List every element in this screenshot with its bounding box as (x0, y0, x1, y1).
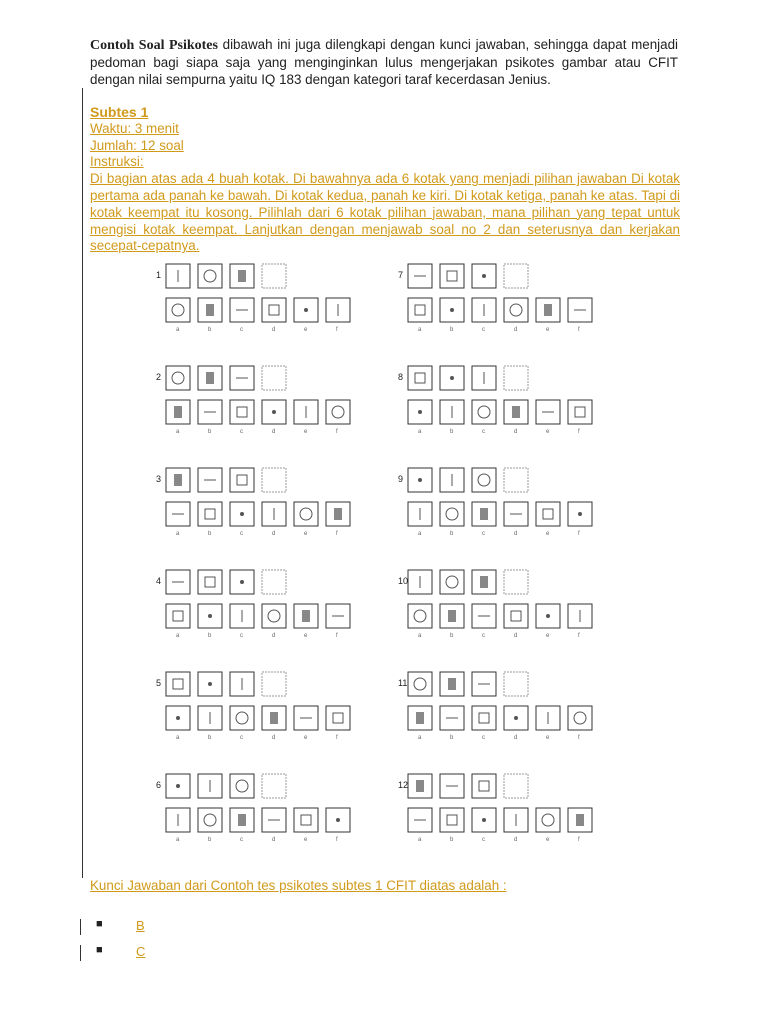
option-letter: a (418, 531, 422, 537)
option-letter: b (450, 429, 454, 435)
option-box (230, 706, 254, 730)
problem-box (166, 366, 190, 390)
option-letter: a (418, 735, 422, 741)
problem-box (198, 264, 222, 288)
option-letter: b (208, 531, 212, 537)
option-box (198, 808, 222, 832)
option-letter: f (578, 531, 580, 537)
option-box (536, 502, 560, 526)
glyph-shaded-rect (512, 406, 520, 418)
glyph-shaded-rect (416, 712, 424, 724)
option-letter: c (240, 531, 243, 537)
problem-number: 8 (398, 372, 404, 382)
option-letter: b (208, 735, 212, 741)
glyph-shaded-rect (480, 508, 488, 520)
option-letter: f (578, 735, 580, 741)
option-box (440, 808, 464, 832)
option-box (262, 298, 286, 322)
option-letter: f (336, 633, 338, 639)
item-marker (80, 919, 81, 935)
option-box (166, 298, 190, 322)
option-letter: d (514, 735, 518, 741)
answer-link-1[interactable]: B (136, 918, 145, 933)
option-letter: b (450, 633, 454, 639)
option-letter: c (482, 633, 485, 639)
glyph-shaded-rect (238, 270, 246, 282)
option-letter: d (514, 429, 518, 435)
option-letter: f (578, 429, 580, 435)
option-letter: a (176, 837, 180, 843)
empty-answer-box (504, 264, 528, 288)
problem-number: 5 (156, 678, 162, 688)
glyph-shaded-rect (206, 372, 214, 384)
option-letter: b (450, 837, 454, 843)
option-letter: a (418, 633, 422, 639)
glyph-dot (450, 376, 454, 380)
option-box (230, 400, 254, 424)
option-letter: e (546, 429, 550, 435)
glyph-dot (578, 512, 582, 516)
option-letter: e (304, 429, 308, 435)
empty-answer-box (262, 672, 286, 696)
glyph-shaded-rect (480, 576, 488, 588)
option-letter: f (336, 735, 338, 741)
option-letter: b (450, 735, 454, 741)
problem-number: 4 (156, 576, 162, 586)
option-letter: d (514, 327, 518, 333)
glyph-dot (546, 614, 550, 618)
option-box (198, 502, 222, 526)
option-letter: d (272, 837, 276, 843)
problem-box (230, 468, 254, 492)
glyph-dot (304, 308, 308, 312)
problem-number: 3 (156, 474, 162, 484)
item-marker (80, 945, 81, 961)
glyph-dot (208, 682, 212, 686)
empty-answer-box (504, 570, 528, 594)
glyph-shaded-rect (576, 814, 584, 826)
option-letter: d (514, 633, 518, 639)
glyph-dot (336, 818, 340, 822)
glyph-shaded-rect (416, 780, 424, 792)
problem-box (472, 774, 496, 798)
option-letter: b (208, 633, 212, 639)
empty-answer-box (262, 570, 286, 594)
option-letter: c (482, 429, 485, 435)
option-box (568, 706, 592, 730)
option-box (326, 400, 350, 424)
empty-answer-box (262, 366, 286, 390)
option-letter: d (272, 531, 276, 537)
empty-answer-box (504, 366, 528, 390)
option-letter: b (208, 327, 212, 333)
option-box (440, 502, 464, 526)
left-margin-bar (82, 88, 83, 878)
glyph-dot (482, 818, 486, 822)
option-letter: a (176, 735, 180, 741)
option-letter: e (546, 531, 550, 537)
problem-number: 2 (156, 372, 162, 382)
problem-box (440, 264, 464, 288)
option-letter: b (450, 327, 454, 333)
option-letter: c (482, 531, 485, 537)
intro-rest: dibawah ini juga dilengkapi dengan kunci jawaban, sehingga dapat menjadi pedoman bagi siapa saja yang menginginkan lulus mengerjakan psikotes gambar atau CFIT dengan nilai sempurna yaitu IQ 183 dengan kategori taraf kecerdasan Jenius. (90, 37, 678, 87)
problem-number: 1 (156, 270, 162, 280)
problem-box (198, 570, 222, 594)
problem-box (408, 672, 432, 696)
option-letter: d (514, 531, 518, 537)
option-box (472, 706, 496, 730)
problem-box (472, 468, 496, 492)
option-letter: d (272, 735, 276, 741)
subtes-jumlah: Jumlah: 12 soal (90, 137, 184, 153)
empty-answer-box (262, 264, 286, 288)
option-box (166, 604, 190, 628)
glyph-shaded-rect (270, 712, 278, 724)
glyph-dot (514, 716, 518, 720)
option-letter: c (240, 735, 243, 741)
option-letter: e (546, 735, 550, 741)
option-box (536, 808, 560, 832)
option-letter: e (304, 735, 308, 741)
empty-answer-box (262, 774, 286, 798)
option-letter: d (514, 837, 518, 843)
glyph-dot (240, 580, 244, 584)
glyph-shaded-rect (174, 406, 182, 418)
option-letter: c (240, 837, 243, 843)
problem-number: 12 (398, 780, 409, 790)
empty-answer-box (504, 774, 528, 798)
glyph-dot (418, 410, 422, 414)
option-letter: e (304, 633, 308, 639)
option-letter: a (418, 837, 422, 843)
subtes-waktu: Waktu: 3 menit (90, 120, 179, 136)
option-letter: a (176, 327, 180, 333)
option-letter: f (578, 837, 580, 843)
option-box (408, 604, 432, 628)
glyph-dot (482, 274, 486, 278)
option-letter: a (418, 429, 422, 435)
glyph-shaded-rect (302, 610, 310, 622)
option-letter: c (482, 837, 485, 843)
glyph-dot (418, 478, 422, 482)
option-box (568, 400, 592, 424)
option-letter: f (336, 429, 338, 435)
option-box (294, 502, 318, 526)
problem-number: 9 (398, 474, 404, 484)
empty-answer-box (262, 468, 286, 492)
option-letter: d (272, 633, 276, 639)
problem-number: 6 (156, 780, 162, 790)
cfit-problems-svg (146, 258, 616, 868)
option-letter: c (240, 633, 243, 639)
option-box (294, 808, 318, 832)
option-letter: b (450, 531, 454, 537)
option-letter: c (240, 429, 243, 435)
glyph-shaded-rect (206, 304, 214, 316)
instruksi-text: Di bagian atas ada 4 buah kotak. Di bawahnya ada 6 kotak yang menjadi pilihan jawaban Di kotak pertama ada panah ke bawah. Di kotak kedua, panah ke kiri. Di kotak ketiga, panah ke atas. Tapi di kotak keempat itu kosong. Pilihlah dari 6 kotak pilihan jawaban, mana pilihan yang tepat untuk mengisi kotak keempat. Lanjutkan dengan menjawab soal no 2 dan seterusnya dan kerjakan secepat-cepatnya. (90, 171, 680, 254)
glyph-shaded-rect (334, 508, 342, 520)
option-letter: c (240, 327, 243, 333)
answers-note: Kunci Jawaban dari Contoh tes psikotes subtes 1 CFIT diatas adalah : (90, 878, 507, 893)
option-letter: e (304, 531, 308, 537)
option-letter: f (578, 633, 580, 639)
option-letter: b (208, 837, 212, 843)
option-letter: a (176, 429, 180, 435)
glyph-shaded-rect (238, 814, 246, 826)
problem-box (408, 366, 432, 390)
bullet-icon: ■ (96, 944, 103, 956)
glyph-dot (208, 614, 212, 618)
option-box (326, 706, 350, 730)
option-letter: f (336, 531, 338, 537)
subtes-section (90, 104, 680, 255)
option-letter: a (176, 531, 180, 537)
problem-number: 10 (398, 576, 409, 586)
problem-number: 7 (398, 270, 404, 280)
option-box (504, 604, 528, 628)
option-box (472, 400, 496, 424)
answer-link-2[interactable]: C (136, 944, 146, 959)
glyph-shaded-rect (448, 610, 456, 622)
option-letter: b (208, 429, 212, 435)
glyph-dot (176, 784, 180, 788)
glyph-dot (272, 410, 276, 414)
glyph-shaded-rect (174, 474, 182, 486)
glyph-shaded-rect (448, 678, 456, 690)
option-letter: c (482, 735, 485, 741)
glyph-dot (176, 716, 180, 720)
option-letter: e (304, 837, 308, 843)
option-letter: f (336, 837, 338, 843)
option-letter: e (546, 633, 550, 639)
problem-box (230, 774, 254, 798)
option-letter: e (304, 327, 308, 333)
empty-answer-box (504, 468, 528, 492)
option-letter: f (578, 327, 580, 333)
option-letter: a (418, 327, 422, 333)
intro-paragraph (90, 36, 678, 88)
glyph-dot (450, 308, 454, 312)
option-letter: d (272, 327, 276, 333)
subtes-heading: Subtes 1 (90, 104, 149, 120)
cfit-problems-figure (146, 258, 616, 868)
option-letter: d (272, 429, 276, 435)
glyph-shaded-rect (544, 304, 552, 316)
option-box (504, 298, 528, 322)
option-letter: f (336, 327, 338, 333)
glyph-dot (240, 512, 244, 516)
intro-lead: Contoh Soal Psikotes (90, 38, 218, 53)
problem-number: 11 (398, 678, 408, 688)
instruksi-label: Instruksi: (90, 154, 144, 170)
problem-box (440, 570, 464, 594)
problem-box (166, 672, 190, 696)
empty-answer-box (504, 672, 528, 696)
option-letter: e (546, 837, 550, 843)
bullet-icon: ■ (96, 918, 103, 930)
option-letter: c (482, 327, 485, 333)
option-box (408, 298, 432, 322)
option-letter: a (176, 633, 180, 639)
option-letter: e (546, 327, 550, 333)
option-box (262, 604, 286, 628)
